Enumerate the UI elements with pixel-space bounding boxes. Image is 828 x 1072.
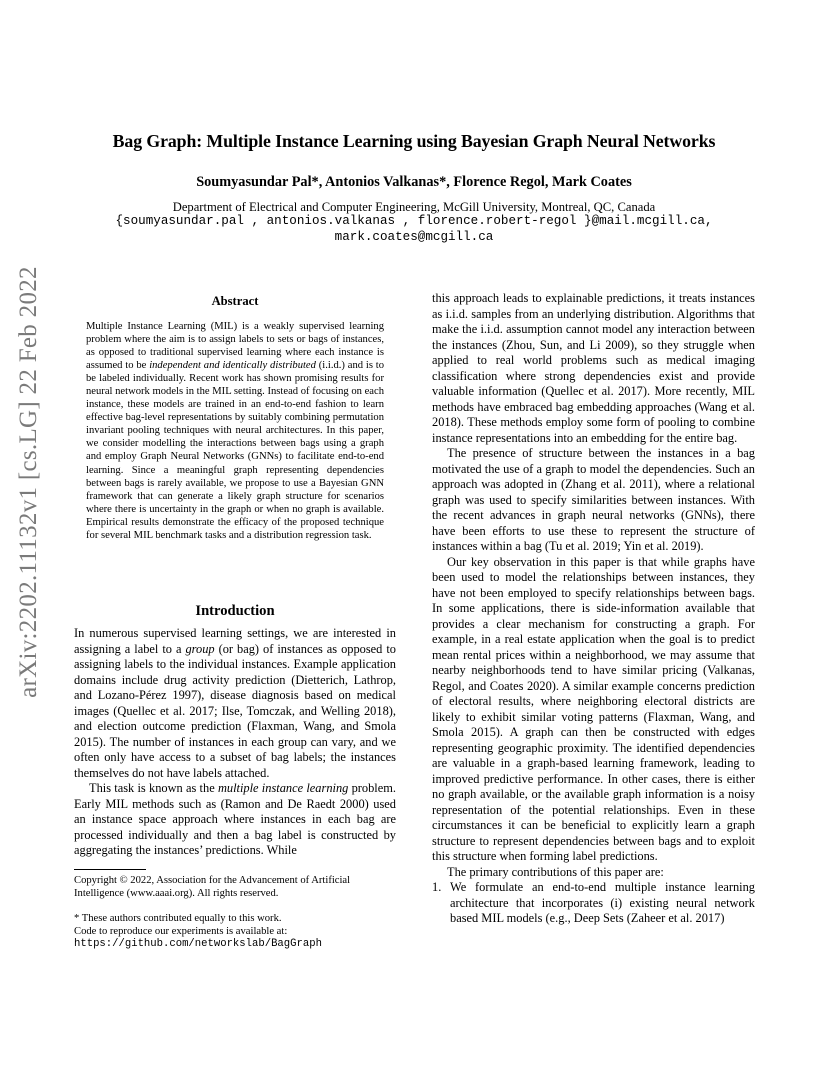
introduction-heading: Introduction [195, 603, 275, 619]
right-column-body [432, 291, 755, 927]
right-paragraph-2: The presence of structure between the instances in a bag motivated the use of a graph to model the dependencies. Such an approach was adopted in (Zhang et al. 2011), where a relational graph was used to specify similarities between instances. With the recent advances in graph neural networks (GNNs), there have been efforts to use these to represent the structure of instances within a bag (Tu et al. 2019; Yin et al. 2019). [432, 446, 755, 553]
contribution-number: 1. [432, 880, 442, 894]
author-emails [0, 213, 828, 245]
introduction-body [74, 626, 396, 859]
emails-line-2: mark.coates@mcgill.ca [334, 230, 494, 244]
contribution-item [432, 880, 755, 927]
author-list: Soumyasundar Pal*, Antonios Valkanas*, Florence Regol, Mark Coates [196, 174, 632, 190]
code-repository-link[interactable]: https://github.com/networkslab/BagGraph [74, 938, 322, 951]
abstract-emphasis: independent and identically distributed [149, 360, 316, 372]
abstract-heading: Abstract [211, 294, 259, 308]
intro-p1-text-a: In numerous supervised learning settings, we are interested in assigning a label to a [74, 626, 396, 656]
emails-line-1: {soumyasundar.pal , antonios.valkanas , florence.robert-regol }@mail.mcgill.ca, [115, 214, 713, 228]
author-footnotes [74, 912, 396, 952]
intro-p1-emphasis: group [185, 641, 215, 656]
intro-paragraph-1 [74, 626, 396, 781]
abstract-text-1: Multiple Instance Learning (MIL) is a weakly supervised learning problem where the aim is to assign labels to sets or bags of instances, as opposed to traditional supervised learning where each instance is assumed to be [86, 321, 384, 372]
intro-p1-text-b: (or bag) of instances as opposed to assigning labels to the individual instances. Example application domains include drug activity prediction (Dietterich, Lathrop, and Lozano-Pérez 1997), disease diagnosis based on medical images (Quellec et al. 2017; Ilse, Tomczak, and Welling 2018), and election outcome prediction (Flaxman, Wang, and Smola 2015). The number of instances in each group can vary, and we often only have access to a subset of bag labels; the instances themselves do not have labels attached. [74, 641, 396, 780]
abstract-body [86, 320, 384, 542]
copyright-footnote: Copyright © 2022, Association for the Advancement of Artificial Intelligence (www.aaai.org). All rights reserved. [74, 875, 351, 900]
right-paragraph-3: Our key observation in this paper is that while graphs have been used to model the relationships between instances, they have not been employed to specify relationships between bags. In some applications, there is side-information available that provides a clear mechanism for constructing a graph. For example, in a real estate application when the goal is to predict mean rental prices within a neighborhood, we may assume that nearby neighborhoods tend to have similar pricing (Valkanas, Regol, and Coates 2020). A similar example concerns prediction of electoral results, where neighboring electoral districts are likely to exhibit similar voting patterns (Flaxman, Wang, and Smola 2015). A graph can then be constructed with edges representing geographic proximity. The identified dependencies are valuable in a graph-based learning framework, leading to improved predictive performance. In other cases, there is either no graph available, or the available graph information is a noisy representation of the potential relationships. Even in these circumstances it can be beneficial to explicitly learn a graph structure to represent dependencies between bags and to exploit this structure when forming label predictions. [432, 554, 755, 863]
arxiv-stamp [14, 266, 44, 698]
equal-contribution-note: * These authors contributed equally to this work. [74, 913, 282, 924]
arxiv-stamp-text: arXiv:2202.11132v1 [cs.LG] 22 Feb 2022 [15, 266, 42, 698]
footnote-rule [74, 869, 146, 870]
affiliation: Department of Electrical and Computer Engineering, McGill University, Montreal, QC, Canada [172, 200, 656, 214]
code-availability-note: Code to reproduce our experiments is available at: [74, 926, 288, 938]
right-paragraph-4: The primary contributions of this paper are: [447, 864, 664, 879]
intro-p2-text-a: This task is known as the [89, 781, 218, 795]
abstract-text-2: (i.i.d.) and is to be labeled individually. Recent work has shown promising results for neural network models in the MIL setting. Instead of focusing on each instance, these models are trained in an end-to-end fashion to learn effective bag-level representations by suitably combining permutation invariant pooling techniques with neural architectures. In this paper, we consider modelling the interactions between bags using a graph and employ Graph Neural Networks (GNNs) to facilitate end-to-end learning. Since a meaningful graph representing dependencies between bags is rarely available, we propose to use a Bayesian GNN framework that can generate a likely graph structure for scenarios where there is uncertainty in the graph or when no graph is available. Empirical results demonstrate the efficacy of the proposed technique for several MIL benchmark tasks and a distribution regression task. [86, 360, 384, 541]
paper-title: Bag Graph: Multiple Instance Learning using Bayesian Graph Neural Networks [112, 131, 716, 151]
intro-p2-text-b: problem. Early MIL methods such as (Ramon and De Raedt 2000) used an instance space approach where instances in each bag are processed individually and then a bag label is constructed by aggregating the instances’ predictions. While [74, 781, 396, 857]
contribution-text: We formulate an end-to-end multiple instance learning architecture that incorporates (i) existing neural network based MIL models (e.g., Deep Sets (Zaheer et al. 2017) [450, 880, 755, 925]
intro-p2-emphasis: multiple instance learning [217, 781, 349, 795]
contributions-list [432, 880, 755, 927]
intro-paragraph-2 [74, 781, 396, 859]
right-paragraph-1: this approach leads to explainable predictions, it treats instances as i.i.d. samples from an underlying distribution. Algorithms that make the i.i.d. assumption cannot model any interaction between the instances (Zhou, Sun, and Li 2009), so they struggle when applied to real world problems such as medical imaging classification where strong dependencies exist and provide valuable information (Quellec et al. 2017). More recently, MIL methods have embraced bag embedding approaches (Wang et al. 2018). These methods employ some form of pooling to combine instance representations into an embedding for the entire bag. [432, 291, 755, 445]
